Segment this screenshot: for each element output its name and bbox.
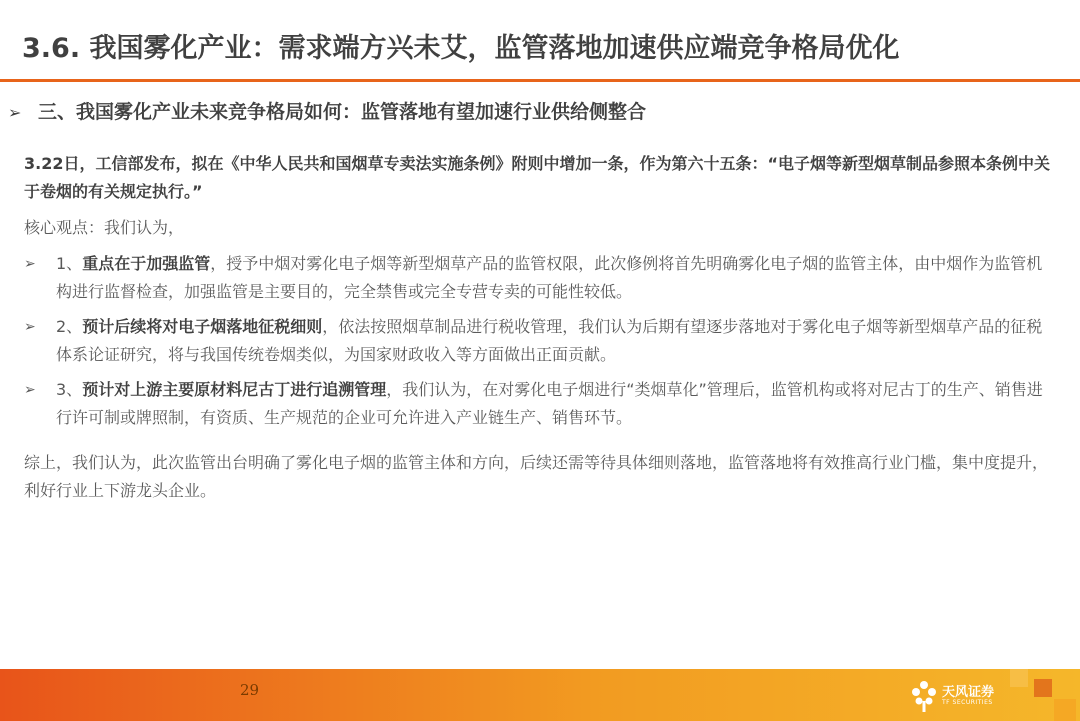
lead-paragraph: 3.22日，工信部发布，拟在《中华人民共和国烟草专卖法实施条例》附则中增加一条，作为第六十五条：“电子烟等新型烟草制品参照本条例中关于卷烟的有关规定执行。” [24,154,1050,201]
arrow-bullet-icon: ➢ [8,103,22,122]
key-point-1 [24,250,1052,306]
key-point-3 [24,376,1052,432]
core-view-label: 核心观点：我们认为， [24,218,185,237]
title-divider [0,79,1080,82]
tf-flower-logo-icon [910,679,938,713]
section-subtitle-text: 三、我国雾化产业未来竞争格局如何：监管落地有望加速行业供给侧整合 [38,101,647,123]
key-point-number: 2、 [56,317,83,336]
page-number: 29 [240,681,260,699]
key-point-2 [24,313,1052,369]
arrow-bullet-icon: ➢ [24,256,36,272]
brand-name: 天风证券 [942,685,995,700]
key-point-text: ，我们认为，在对雾化电子烟进行“类烟草化”管理后，监管机构或将对尼古丁的生产、销售进行许可制或牌照制，有资质、生产规范的企业可允许进入产业链生产、销售环节。 [56,380,1043,427]
key-point-number: 1、 [56,254,83,273]
brand-logo [910,677,1010,715]
slide-title: 3.6. 我国雾化产业：需求端方兴未艾，监管落地加速供应端竞争格局优化 [22,33,900,64]
brand-english-name: TF SECURITIES [942,699,993,706]
arrow-bullet-icon: ➢ [24,319,36,335]
footer-bar [0,669,1080,721]
key-point-headline: 预计后续将对电子烟落地征税细则 [82,317,323,336]
key-point-text: ，授予中烟对雾化电子烟等新型烟草产品的监管权限，此次修例将首先明确雾化电子烟的监管主体，由中烟作为监管机构进行监督检查，加强监管是主要目的，完全禁售或完全专营专卖的可能性较低。 [56,254,1043,301]
arrow-bullet-icon: ➢ [24,382,36,398]
decorative-squares [1010,669,1080,721]
key-point-headline: 重点在于加强监管 [82,254,211,273]
key-points-list [24,250,1052,439]
key-point-text: ，依法按照烟草制品进行税收管理，我们认为后期有望逐步落地对于雾化电子烟等新型烟草产品的征税体系论证研究，将与我国传统卷烟类似，为国家财政收入等方面做出正面贡献。 [56,317,1043,364]
summary-paragraph: 综上，我们认为，此次监管出台明确了雾化电子烟的监管主体和方向，后续还需等待具体细则落地，监管落地将有效推高行业门槛，集中度提升，利好行业上下游龙头企业。 [24,453,1049,500]
key-point-number: 3、 [56,380,83,399]
key-point-headline: 预计对上游主要原材料尼古丁进行追溯管理 [82,380,387,399]
section-subtitle [8,97,646,124]
